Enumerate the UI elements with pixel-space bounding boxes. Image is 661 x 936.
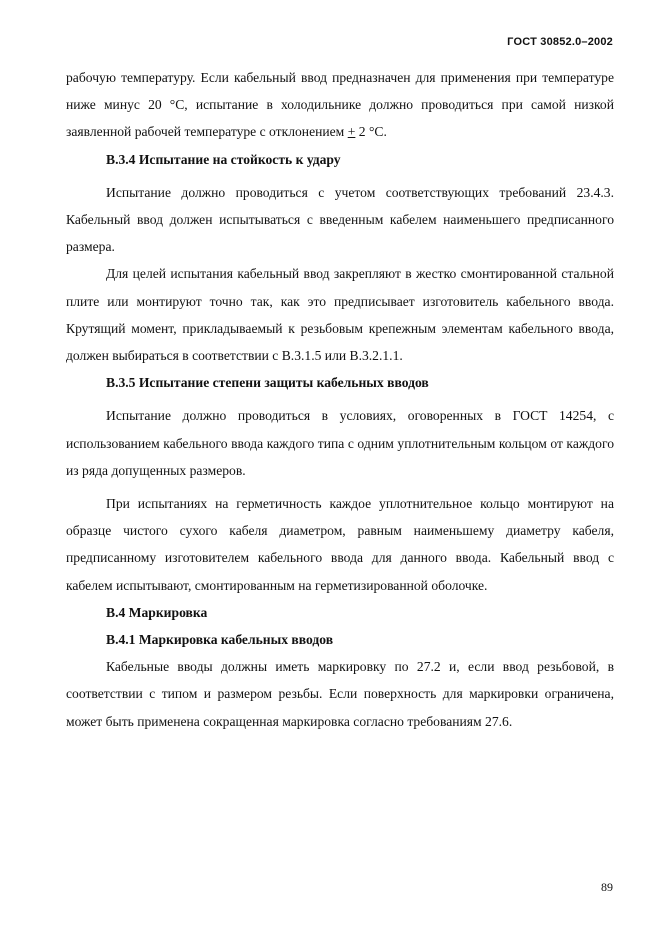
heading-b35: В.3.5 Испытание степени защиты кабельных вводов	[106, 375, 429, 391]
paragraph-marking: Кабельные вводы должны иметь маркировку по 27.2 и, если ввод резьбовой, в соответствии с типом и размером резьбы. Если поверхность для маркировки ограничена, может быть применена сокращенная маркировка согласно требованиям 27.6.	[66, 659, 614, 729]
paragraph-cold-test-text: рабочую температуру. Если кабельный ввод предназначен для применения при температуре ниже минус 20 °С, испытание в холодильнике должно проводиться при самой низкой заявленной рабочей температуре с отклонением	[66, 70, 614, 140]
paragraph-impact-test: Испытание должно проводиться с учетом соответствующих требований 23.4.3. Кабельный ввод должен испытываться с введенным кабелем наименьшего предписанного размера.	[66, 184, 614, 255]
tolerance-text: 2 °С.	[355, 124, 387, 140]
paragraph-cold-test	[66, 64, 614, 146]
page-number: 89	[601, 880, 613, 894]
paragraph-mounting: Для целей испытания кабельный ввод закрепляют в жестко смонтированной стальной плите или монтируют точно так, как это предписывает изготовитель кабельного ввода. Крутящий момент, прикладываемый к резьбовым крепежным элементам кабельного ввода, должен выбираться в соответствии с В.3.1.5 или В.3.2.1.1.	[66, 266, 614, 364]
document-body	[66, 64, 614, 735]
paragraph-seal-test: При испытаниях на герметичность каждое уплотнительное кольцо монтируют на образце чистого сухого кабеля диаметром, равным наименьшему диаметру кабеля, предписанному изготовителем кабельного ввода для данного ввода. Кабельный ввод с кабелем испытывают, смонтированным на герметизированной оболочке.	[66, 496, 614, 593]
plus-minus-sign: +	[347, 124, 356, 140]
standard-header: ГОСТ 30852.0–2002	[507, 36, 613, 48]
heading-b41: В.4.1 Маркировка кабельных вводов	[106, 632, 334, 648]
paragraph-protection-test: Испытание должно проводиться в условиях, оговоренных в ГОСТ 14254, с использованием кабельного ввода каждого типа с одним уплотнительным кольцом от каждого из ряда допущенных размеров.	[66, 408, 614, 478]
heading-b4: В.4 Маркировка	[106, 604, 208, 620]
heading-b34: В.3.4 Испытание на стойкость к удару	[106, 151, 341, 167]
